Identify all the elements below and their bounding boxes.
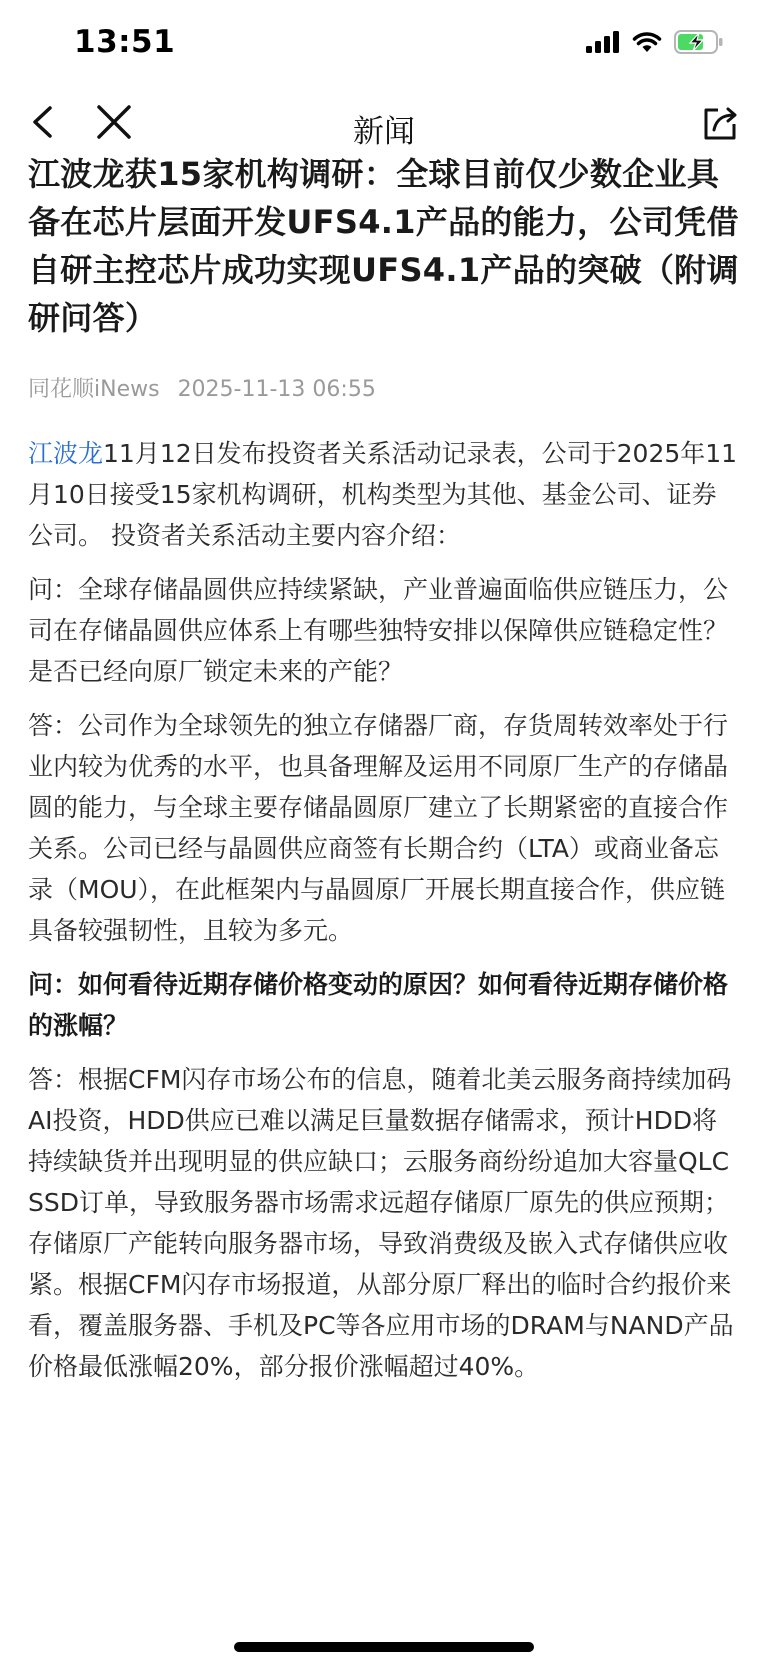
answer-2: 答：根据CFM闪存市场公布的信息，随着北美云服务商持续加码AI投资，HDD供应已难以满足巨量数据存储需求，预计HDD将持续缺货并出现明显的供应缺口；云服务商纷纷追加大容量QLC SSD订单，导致服务器市场需求远超存储原厂原先的供应预期；存储原厂产能转向服务器市场，导致消费级及嵌入式存储供应收紧。根据CFM闪存市场报道，从部分原厂释出的临时合约报价来看，覆盖服务器、手机及PC等各应用市场的DRAM与NAND产品价格最低涨幅20%，部分报价涨幅超过40%。	[28, 1065, 734, 1381]
page-title: 新闻	[353, 114, 415, 150]
bottom-safe-area	[0, 1612, 768, 1662]
article-source[interactable]: 同花顺iNews	[28, 377, 160, 402]
wifi-icon	[632, 31, 662, 53]
article-datetime: 2025-11-13 06:55	[177, 377, 376, 402]
battery-charging-icon	[674, 30, 724, 54]
answer-1: 答：公司作为全球领先的独立存储器厂商，存货周转效率处于行业内较为优秀的水平，也具备理解及运用不同原厂生产的存储晶圆的能力，与全球主要存储晶圆原厂建立了长期紧密的直接合作关系。公司已经与晶圆供应商签有长期合约（LTA）或商业备忘录（MOU），在此框架内与晶圆原厂开展长期直接合作，供应链具备较强韧性，且较为多元。	[28, 711, 729, 945]
article-title: 江波龙获15家机构调研：全球目前仅少数企业具备在芯片层面开发UFS4.1产品的能力，公司凭借自研主控芯片成功实现UFS4.1产品的突破（附调研问答）	[28, 155, 739, 337]
status-time: 13:51	[74, 24, 176, 60]
status-icons	[586, 30, 724, 54]
home-indicator[interactable]	[234, 1642, 534, 1652]
article	[28, 150, 740, 1400]
share-button[interactable]	[698, 100, 742, 144]
intro-text: 11月12日发布投资者关系活动记录表，公司于2025年11月10日接受15家机构调研，机构类型为其他、基金公司、证券公司。 投资者关系活动主要内容介绍：	[28, 439, 738, 550]
status-bar	[0, 0, 768, 86]
share-icon	[698, 100, 742, 144]
intro-paragraph	[28, 433, 740, 556]
signal-icon	[586, 31, 620, 53]
article-meta	[28, 372, 740, 403]
question-1: 问：全球存储晶圆供应持续紧缺，产业普遍面临供应链压力，公司在存储晶圆供应体系上有哪些独特安排以保障供应链稳定性？是否已经向原厂锁定未来的产能？	[28, 575, 729, 686]
question-2: 问：如何看待近期存储价格变动的原因？如何看待近期存储价格的涨幅？	[28, 970, 729, 1040]
article-body	[28, 433, 740, 1387]
company-link[interactable]: 江波龙	[28, 439, 104, 468]
